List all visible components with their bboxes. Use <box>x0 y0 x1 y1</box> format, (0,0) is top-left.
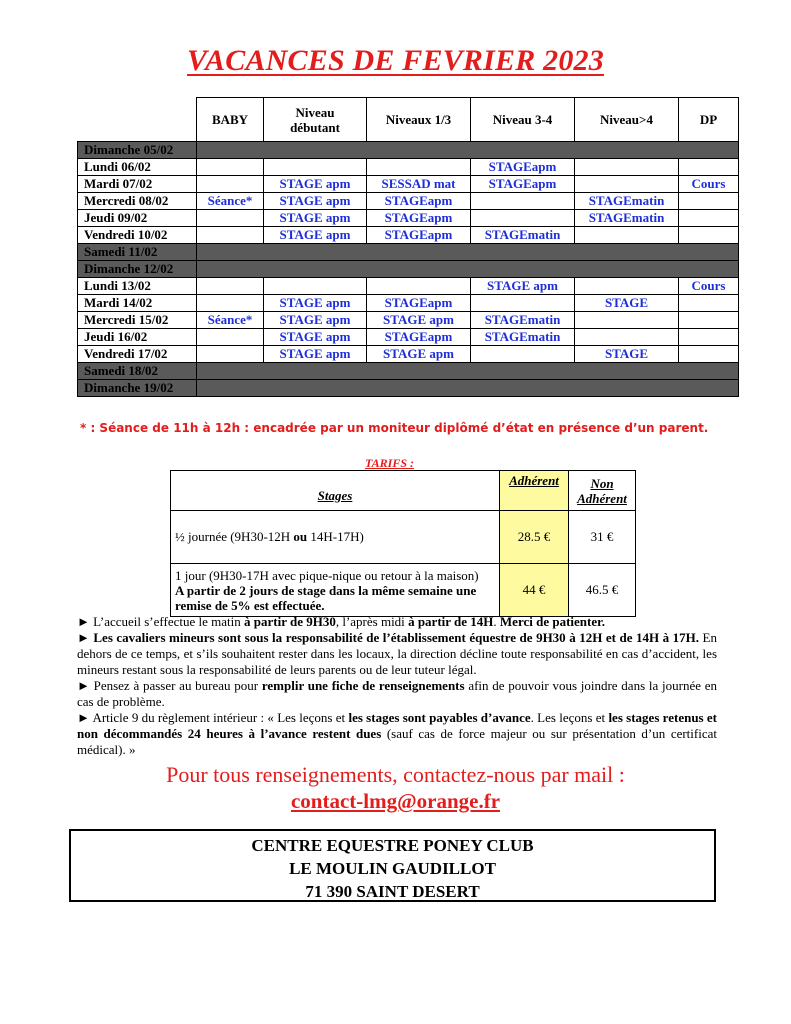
info-p1-b: à partir de 9H30 <box>244 614 336 629</box>
schedule-row <box>78 278 739 295</box>
schedule-cell <box>575 329 679 346</box>
info-p4-e: (sauf cas de force majeur ou sur présentation d’un certificat médical). » <box>77 726 718 757</box>
schedule-day-label: Samedi 11/02 <box>78 244 197 261</box>
tarifs-table <box>170 470 636 617</box>
schedule-cell: STAGE apm <box>471 278 575 295</box>
tarifs-row-full-day <box>171 564 636 617</box>
schedule-day-label: Vendredi 17/02 <box>78 346 197 363</box>
schedule-row <box>78 193 739 210</box>
schedule-cell: STAGE apm <box>264 295 367 312</box>
schedule-cell <box>575 312 679 329</box>
schedule-day-label: Mercredi 08/02 <box>78 193 197 210</box>
schedule-cell: Cours <box>679 176 739 193</box>
header-niveau-4: Niveau>4 <box>575 98 679 142</box>
schedule-cell: STAGE <box>575 295 679 312</box>
tarifs-header-non-1: Non <box>590 475 614 491</box>
schedule-body <box>78 142 739 397</box>
schedule-closed-cell <box>197 142 739 159</box>
schedule-row <box>78 380 739 397</box>
schedule-row <box>78 210 739 227</box>
schedule-row <box>78 312 739 329</box>
schedule-day-label: Vendredi 10/02 <box>78 227 197 244</box>
schedule-day-label: Lundi 06/02 <box>78 159 197 176</box>
schedule-cell: STAGEapm <box>367 227 471 244</box>
schedule-cell: STAGEmatin <box>575 210 679 227</box>
schedule-cell: STAGEapm <box>367 295 471 312</box>
schedule-cell <box>575 278 679 295</box>
full-day-label-1: 1 jour (9H30-17H avec pique-nique ou retour à la maison) <box>175 567 479 583</box>
schedule-row <box>78 142 739 159</box>
schedule-cell <box>197 329 264 346</box>
schedule-cell: STAGEapm <box>367 210 471 227</box>
schedule-cell: STAGE apm <box>367 312 471 329</box>
schedule-cell: STAGEapm <box>367 329 471 346</box>
info-accueil <box>77 614 717 630</box>
contact-email-link[interactable]: contact-lmg@orange.fr <box>290 789 501 813</box>
info-responsabilite <box>77 630 717 678</box>
schedule-closed-cell <box>197 380 739 397</box>
info-p4-d: les stages retenus et non décommandés 24 heures à l’avance restent dues <box>77 710 717 741</box>
seance-note: * : Séance de 11h à 12h : encadrée par un moniteur diplômé d’état en présence d’un parent. <box>80 421 709 435</box>
schedule-cell <box>367 278 471 295</box>
info-p2-a: ► <box>77 630 94 645</box>
schedule-cell <box>264 159 367 176</box>
schedule-cell <box>367 159 471 176</box>
info-p4-b: les stages sont payables d’avance <box>348 710 531 725</box>
info-p2-c: En dehors de ce temps, et s’ils souhaitent rester dans les locaux, la direction décline toute responsabilité en cas d’accident, les mineurs restant sous la responsabilité de leurs parents ou de leur tuteur légal. <box>77 630 717 677</box>
schedule-day-label: Mercredi 15/02 <box>78 312 197 329</box>
info-p3-b: remplir une fiche de renseignements <box>261 678 465 693</box>
header-niveau-debutant <box>264 98 367 142</box>
schedule-cell: Séance* <box>197 312 264 329</box>
header-baby: BABY <box>197 98 264 142</box>
schedule-cell <box>679 193 739 210</box>
tarifs-full-day-label <box>171 564 500 617</box>
tarifs-half-day-label <box>171 511 500 564</box>
schedule-cell: STAGEmatin <box>471 329 575 346</box>
schedule-closed-cell <box>197 261 739 278</box>
schedule-day-label: Dimanche 12/02 <box>78 261 197 278</box>
schedule-day-label: Jeudi 09/02 <box>78 210 197 227</box>
schedule-cell <box>197 210 264 227</box>
schedule-row <box>78 346 739 363</box>
schedule-row <box>78 329 739 346</box>
schedule-header-row <box>78 98 739 142</box>
schedule-cell <box>679 227 739 244</box>
schedule-day-label: Jeudi 16/02 <box>78 329 197 346</box>
schedule-cell: STAGE apm <box>264 346 367 363</box>
footer-address-box <box>69 829 716 902</box>
half-day-label-or: ou <box>293 529 308 544</box>
schedule-cell <box>679 346 739 363</box>
schedule-cell: STAGEmatin <box>575 193 679 210</box>
schedule-day-label: Mardi 07/02 <box>78 176 197 193</box>
schedule-cell <box>679 329 739 346</box>
footer-line-3: 71 390 SAINT DESERT <box>305 882 480 901</box>
schedule-cell: STAGE apm <box>264 193 367 210</box>
info-p1-a: ► L’accueil s’effectue le matin <box>77 614 244 629</box>
schedule-day-label: Samedi 18/02 <box>78 363 197 380</box>
schedule-day-label: Mardi 14/02 <box>78 295 197 312</box>
schedule-cell <box>197 227 264 244</box>
tarifs-full-day-non-adherent: 46.5 € <box>569 564 636 617</box>
schedule-cell: Cours <box>679 278 739 295</box>
tarifs-header-row <box>171 471 636 511</box>
header-niveaux-1-3: Niveaux 1/3 <box>367 98 471 142</box>
page-title: VACANCES DE FEVRIER 2023 <box>187 44 604 77</box>
schedule-cell <box>575 227 679 244</box>
schedule-row <box>78 363 739 380</box>
schedule-cell <box>471 210 575 227</box>
schedule-cell: STAGEapm <box>471 159 575 176</box>
schedule-cell <box>197 295 264 312</box>
info-p4-c: . Les leçons et <box>530 710 609 725</box>
schedule-cell <box>264 278 367 295</box>
schedule-cell <box>575 159 679 176</box>
schedule-row <box>78 227 739 244</box>
schedule-cell: STAGE apm <box>264 329 367 346</box>
tarifs-header-stages: Stages <box>171 471 500 511</box>
tarifs-header-non-adherent <box>569 471 636 511</box>
info-p1-c: , l’après midi <box>335 614 409 629</box>
schedule-day-label: Dimanche 05/02 <box>78 142 197 159</box>
schedule-cell <box>471 346 575 363</box>
info-section <box>77 614 717 758</box>
schedule-cell <box>197 278 264 295</box>
schedule-cell: STAGE apm <box>264 227 367 244</box>
schedule-closed-cell <box>197 244 739 261</box>
footer-line-2: LE MOULIN GAUDILLOT <box>289 859 496 878</box>
half-day-label-b: 14H-17H) <box>307 529 364 544</box>
tarifs-header-non-2: Adhérent <box>577 490 627 506</box>
schedule-cell <box>471 193 575 210</box>
schedule-cell: STAGEmatin <box>471 227 575 244</box>
schedule-table <box>77 97 739 397</box>
header-blank <box>78 98 197 142</box>
schedule-cell <box>679 210 739 227</box>
info-p3-a: ► Pensez à passer au bureau pour <box>77 678 262 693</box>
header-niveau-3-4: Niveau 3-4 <box>471 98 575 142</box>
schedule-day-label: Dimanche 19/02 <box>78 380 197 397</box>
tarifs-half-day-non-adherent: 31 € <box>569 511 636 564</box>
schedule-cell <box>197 346 264 363</box>
schedule-cell <box>679 159 739 176</box>
info-p2-b: Les cavaliers mineurs sont sous la responsabilité de l’établissement équestre de 9H30 à 12H et de 14H à 17H. <box>93 630 700 645</box>
schedule-cell <box>197 159 264 176</box>
schedule-row <box>78 244 739 261</box>
tarifs-row-half-day <box>171 511 636 564</box>
schedule-cell: Séance* <box>197 193 264 210</box>
schedule-cell: STAGE apm <box>264 312 367 329</box>
info-p1-e: . <box>493 614 500 629</box>
info-p3-c: afin de pouvoir vous joindre dans la journée en cas de problème. <box>77 678 717 709</box>
full-day-label-2: A partir de 2 jours de stage dans la même semaine une remise de 5% est effectuée. <box>175 582 477 613</box>
tarifs-header-adherent: Adhérent <box>500 471 569 511</box>
schedule-cell <box>197 176 264 193</box>
schedule-day-label: Lundi 13/02 <box>78 278 197 295</box>
schedule-row <box>78 159 739 176</box>
schedule-cell <box>471 295 575 312</box>
tarifs-title: TARIFS : <box>365 456 415 470</box>
schedule-cell <box>575 176 679 193</box>
tarifs-half-day-adherent: 28.5 € <box>500 511 569 564</box>
schedule-cell <box>679 312 739 329</box>
schedule-cell: SESSAD mat <box>367 176 471 193</box>
info-p1-d: à partir de 14H <box>408 614 494 629</box>
schedule-cell: STAGEapm <box>367 193 471 210</box>
schedule-cell: STAGE apm <box>367 346 471 363</box>
schedule-row <box>78 261 739 278</box>
tarifs-full-day-adherent: 44 € <box>500 564 569 617</box>
schedule-cell: STAGEapm <box>471 176 575 193</box>
info-article-9 <box>77 710 717 758</box>
schedule-cell <box>679 295 739 312</box>
info-fiche <box>77 678 717 710</box>
schedule-cell: STAGE apm <box>264 176 367 193</box>
schedule-row <box>78 176 739 193</box>
half-day-label-a: ½ journée (9H30-12H <box>175 529 294 544</box>
contact-text: Pour tous renseignements, contactez-nous par mail : <box>166 762 625 787</box>
footer-line-1: CENTRE EQUESTRE PONEY CLUB <box>251 836 534 855</box>
header-niveau-debutant-text: Niveau débutant <box>290 104 340 135</box>
info-p1-f: Merci de patienter. <box>499 614 605 629</box>
info-p4-a: ► Article 9 du règlement intérieur : « Les leçons et <box>77 710 349 725</box>
schedule-cell: STAGEmatin <box>471 312 575 329</box>
schedule-cell: STAGE <box>575 346 679 363</box>
header-dp: DP <box>679 98 739 142</box>
schedule-row <box>78 295 739 312</box>
schedule-closed-cell <box>197 363 739 380</box>
schedule-cell: STAGE apm <box>264 210 367 227</box>
